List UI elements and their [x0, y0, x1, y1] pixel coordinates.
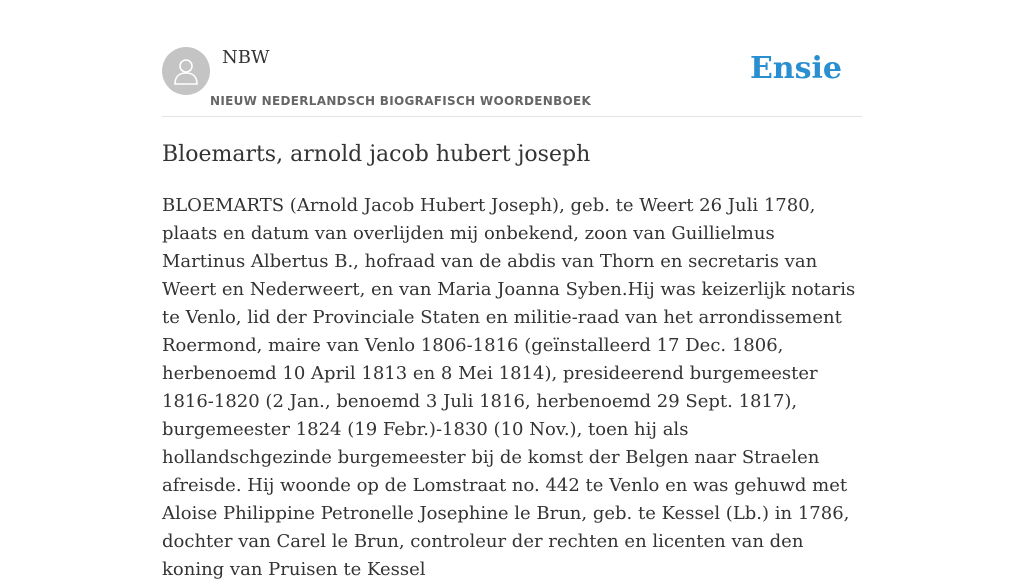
- source-name[interactable]: NBW: [222, 47, 270, 68]
- ensie-logo[interactable]: Ensie: [749, 51, 842, 86]
- source-full-name[interactable]: NIEUW NEDERLANDSCH BIOGRAFISCH WOORDENBOEK: [210, 94, 592, 108]
- article-body: BLOEMARTS (Arnold Jacob Hubert Joseph), geb. te Weert 26 Juli 1780, plaats en datum van overlijden mij onbekend, zoon van Guillielmus Martinus Albertus B., hofraad van de abdis van Thorn en secretaris van Weert en Nederweert, en van Maria Joanna Syben.Hij was keizerlijk notaris te Venlo, lid der Provinciale Staten en militie-raad van het arrondissement Roermond, maire van Venlo 1806-1816 (geïnstalleerd 17 Dec. 1806, herbenoemd 10 April 1813 en 8 Mei 1814), presideerend burgemeester 1816-1820 (2 Jan., benoemd 3 Juli 1816, herbenoemd 29 Sept. 1817), burgemeester 1824 (19 Febr.)-1830 (10 Nov.), toen hij als hollandschgezinde burgemeester bij de komst der Belgen naar Straelen afreisde. Hij woonde op de Lomstraat no. 442 te Venlo en was gehuwd met Aloise Philippine Petronelle Josephine le Brun, geb. te Kessel (Lb.) in 1786, dochter van Carel le Brun, controleur der rechten en licenten van den koning van Pruisen te Kessel: [162, 195, 856, 580]
- user-icon: [173, 57, 199, 85]
- source-header: [162, 0, 862, 117]
- article-title: Bloemarts, arnold jacob hubert joseph: [162, 142, 591, 167]
- source-avatar[interactable]: [162, 47, 210, 95]
- page: [162, 0, 862, 580]
